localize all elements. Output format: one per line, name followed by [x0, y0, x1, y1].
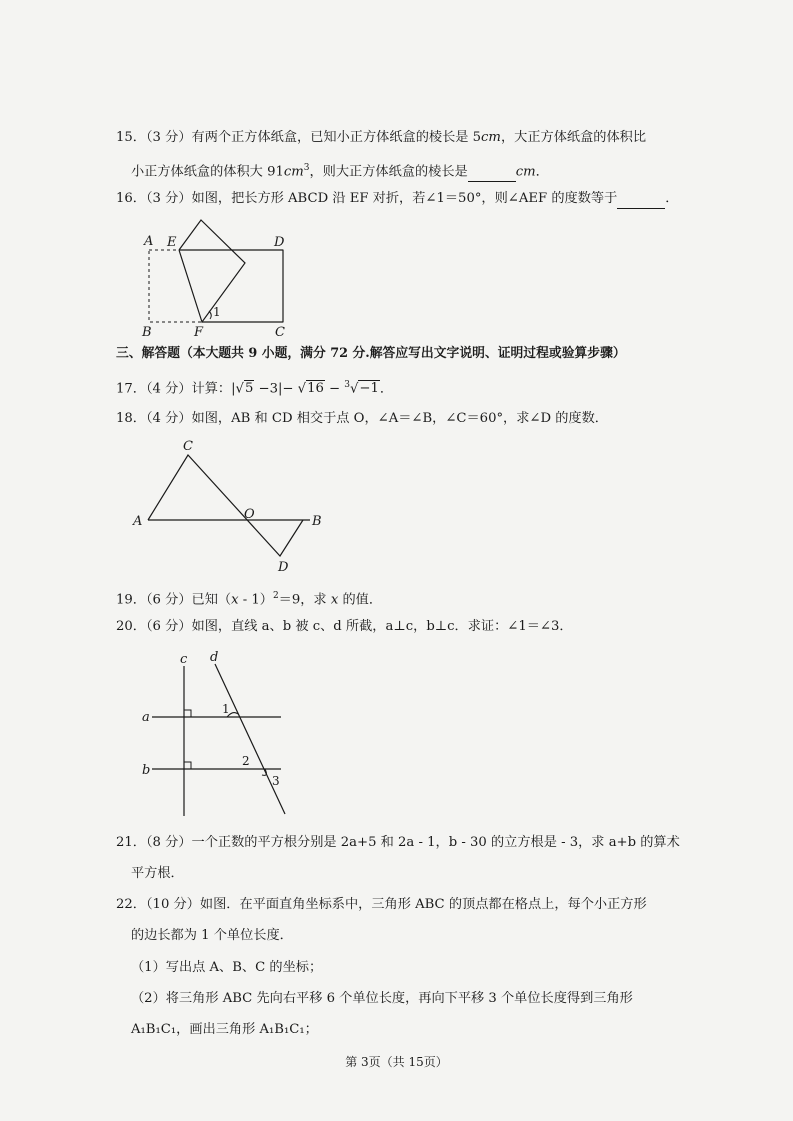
q20-label-c: c [180, 652, 188, 667]
q19-score: （6 分） [145, 592, 192, 608]
q15-text: 有两个正方体纸盒，已知小正方体纸盒的棱长是 5 [191, 130, 482, 145]
q15-line1 [116, 129, 646, 147]
q19-line [116, 587, 382, 609]
q20-label-3: 3 [272, 774, 280, 788]
q15-line2 [131, 159, 549, 182]
q16-label-F: F [194, 325, 204, 340]
q20-text: 如图，直线 a、b 被 c、d 所截，a⊥c，b⊥c．求证：∠1＝∠3． [191, 619, 573, 634]
q17-sqrt-5: 5 [244, 381, 254, 397]
q15-cm: cm [481, 130, 501, 145]
q15-text2: ，大正方体纸盒的体积比 [500, 130, 647, 145]
q17-cbrt-neg1: −1 [359, 381, 379, 397]
q20-score: （6 分） [145, 619, 192, 634]
q17-cube-index: 3 [344, 380, 351, 390]
q21-line2: 平方根． [131, 866, 184, 881]
q18-line-CD-triangles [148, 455, 303, 556]
q20-right-angle-a [184, 710, 191, 717]
q16-label-B: B [142, 325, 152, 340]
q17-mid2: − [324, 381, 345, 397]
q19-text-c: ＝9，求 [278, 592, 331, 608]
q15-cm3: cm [283, 164, 304, 180]
q22-line2: 的边长都为 1 个单位长度． [131, 928, 293, 943]
q19-text-b: - 1） [238, 592, 273, 608]
q16-score: （3 分） [145, 191, 192, 206]
q19-text-d: 的值． [338, 592, 383, 608]
q20-figure [138, 648, 298, 823]
q15-score: （3 分） [145, 130, 192, 145]
q16-label-1: 1 [213, 305, 221, 319]
q20-label-a: a [142, 710, 150, 725]
q22-text1: 如图．在平面直角坐标系中，三角形 ABC 的顶点都在格点上，每个小正方形 [199, 897, 647, 912]
q19-var-x2: x [330, 592, 339, 608]
q15-number: 15． [116, 130, 146, 145]
q15-unit: cm [515, 164, 536, 180]
q16-label-C: C [275, 325, 285, 340]
q19-text-a: 已知（ [191, 592, 232, 608]
q19-number: 19． [116, 592, 146, 608]
q22-number: 22． [116, 897, 146, 912]
q18-label-O: O [244, 507, 255, 522]
q20-line [116, 618, 573, 636]
q21-text1: 一个正数的平方根分别是 2a+5 和 2a - 1，b - 30 的立方根是 - 3，求 a+b 的算术 [191, 835, 680, 850]
q19-var-x: x [231, 592, 239, 608]
q22-score: （10 分） [145, 897, 200, 912]
q20-label-d: d [210, 650, 219, 665]
q18-label-D: D [278, 560, 289, 575]
q17-number: 17． [116, 381, 146, 397]
q17-score: （4 分） [145, 381, 192, 397]
q20-number: 20． [116, 619, 146, 634]
q22-sub2-cont: A₁B₁C₁，画出三角形 A₁B₁C₁； [131, 1022, 318, 1037]
q16-text: 如图，把长方形 ABCD 沿 EF 对折，若∠1＝50°，则∠AEF 的度数等于 [191, 191, 618, 206]
q18-score: （4 分） [145, 411, 192, 426]
q18-label-A: A [133, 514, 143, 529]
q18-text: 如图，AB 和 CD 相交于点 O，∠A＝∠B，∠C＝60°，求∠D 的度数． [191, 411, 608, 426]
q18-line [116, 410, 608, 428]
q15-text3: 小正方体纸盒的体积大 91 [131, 164, 284, 180]
q16-answer-blank [617, 190, 665, 209]
q17-mid1: −3|− [254, 381, 298, 397]
q18-label-B: B [312, 514, 322, 529]
q18-label-C: C [183, 439, 193, 454]
q16-period: ． [665, 191, 679, 206]
q20-label-2: 2 [242, 754, 250, 768]
q20-label-b: b [142, 763, 151, 778]
q16-label-E: E [167, 235, 177, 250]
q19-exponent: 2 [272, 591, 279, 601]
q22-sub2: （2）将三角形 ABC 先向右平移 6 个单位长度，再向下平移 3 个单位长度得到三角形 [131, 991, 633, 1006]
q16-figure [140, 215, 300, 340]
q17-sqrt-16: 16 [307, 381, 324, 397]
q18-number: 18． [116, 411, 146, 426]
q21-number: 21． [116, 835, 146, 850]
q16-number: 16． [116, 191, 146, 206]
q20-line-d [215, 664, 285, 814]
section-3-heading: 三、解答题（本大题共 9 小题，满分 72 分.解答应写出文字说明、证明过程或验算步骤） [116, 346, 626, 361]
q16-folded-part [179, 220, 245, 322]
q17-lead: 计算：| [191, 381, 236, 397]
q22-line1 [116, 896, 647, 914]
q15-text4: ，则大正方体纸盒的棱长是 [309, 164, 468, 180]
q16-line [116, 190, 678, 209]
q22-sub1: （1）写出点 A、B、C 的坐标； [131, 960, 323, 975]
q15-answer-blank [468, 163, 516, 182]
q20-right-angle-b [184, 762, 191, 769]
q20-label-1: 1 [222, 702, 230, 716]
q17-end: ． [379, 381, 394, 397]
q18-figure [130, 438, 330, 578]
q21-score: （8 分） [145, 835, 192, 850]
page-footer: 第 3页（共 15页） [345, 1055, 448, 1069]
q15-period: ． [535, 164, 549, 180]
q16-label-A: A [144, 234, 154, 249]
q15-exponent: 3 [303, 163, 310, 173]
q16-label-D: D [274, 235, 285, 250]
q21-line1 [116, 834, 680, 852]
q17-line: 17．（4 分）计算：|√5 −3|− √16 − $^3$√−1． [116, 380, 394, 397]
